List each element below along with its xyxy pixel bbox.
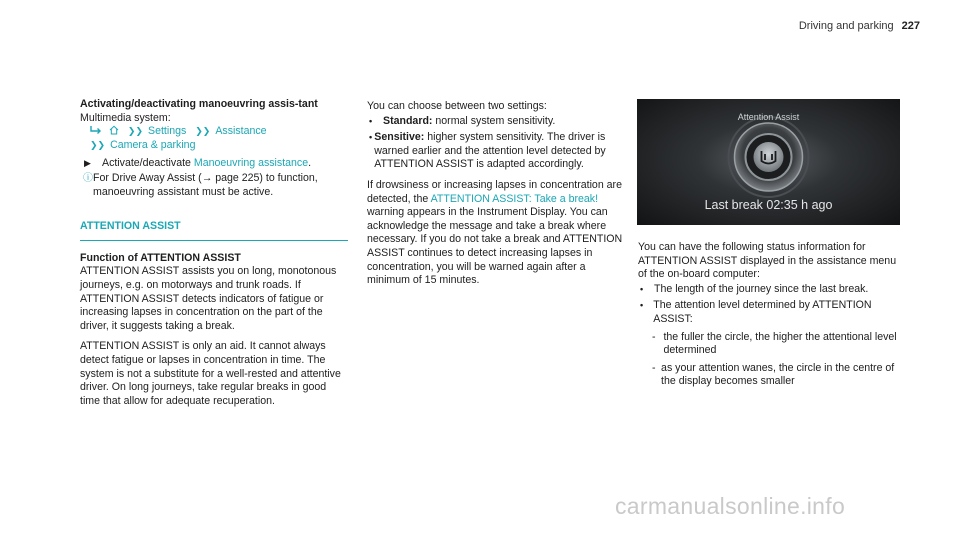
bullet-icon: • bbox=[369, 115, 373, 126]
action-arrow-icon: ▶ bbox=[84, 158, 91, 169]
page-header bbox=[799, 20, 920, 34]
bullet-icon: • bbox=[640, 300, 644, 311]
action-step bbox=[80, 157, 348, 171]
paragraph-2: ATTENTION ASSIST is only an aid. It cannot always detect fatigue or lapses in concentration in time. The system is not a substitute for a well-rested and attentive driver. On long journeys, take regular breaks in good time that allow for adequate recuperation. bbox=[80, 340, 341, 407]
list-item bbox=[652, 331, 900, 358]
list-item bbox=[652, 362, 900, 389]
bullet-text: normal system sensitivity. bbox=[432, 114, 556, 127]
section-title-attention-assist: ATTENTION ASSIST bbox=[80, 220, 348, 241]
attention-assist-display bbox=[637, 99, 900, 225]
dash-text: the fuller the circle, the higher the attentional level determined bbox=[663, 330, 897, 357]
take-a-break-link[interactable]: ATTENTION ASSIST: Take a break! bbox=[430, 192, 599, 205]
bullet-icon: • bbox=[640, 283, 644, 294]
header-section: Driving and parking bbox=[798, 20, 894, 32]
double-chevron-icon: ❯❯ bbox=[90, 139, 106, 150]
warning-paragraph bbox=[367, 179, 629, 288]
bullet-icon: • bbox=[369, 132, 373, 143]
paragraph-1: ATTENTION ASSIST assists you on long, monotonous journeys, e.g. on motorways and trunk roads. If ATTENTION ASSIST detects indicators of fatigue or increasing lapses in concentration on the part of the driver, it suggests taking a break. bbox=[80, 265, 337, 332]
manoeuvring-assistance-link[interactable]: Manoeuvring assistance bbox=[193, 157, 309, 170]
settings-intro: You can choose between two settings: bbox=[367, 100, 547, 112]
bullet-text: higher system sensitivity. The driver is warned earlier and the attention level detected by ATTENTION ASSIST is adapted accordingly. bbox=[374, 131, 606, 171]
double-chevron-icon: ❯❯ bbox=[195, 126, 211, 137]
action-text bbox=[102, 157, 311, 171]
dash-icon: - bbox=[652, 361, 656, 374]
menu-path-line-1 bbox=[80, 125, 348, 139]
note-text: For Drive Away Assist (→ page 225) to function, manoeuvring assistant must be active. bbox=[93, 171, 318, 198]
submenu-arrow-icon bbox=[90, 125, 102, 135]
dash-text: as your attention wanes, the circle in the centre of the display becomes smaller bbox=[661, 361, 895, 388]
double-chevron-icon: ❯❯ bbox=[127, 126, 143, 137]
bullet-text: The length of the journey since the last break. bbox=[654, 282, 869, 295]
sub-title-function: Function of ATTENTION ASSIST bbox=[80, 251, 241, 264]
menu-camera-parking[interactable]: Camera & parking bbox=[110, 138, 196, 151]
status-list bbox=[638, 283, 900, 327]
list-item bbox=[367, 115, 629, 129]
list-item bbox=[638, 299, 900, 326]
attention-level-details bbox=[652, 331, 900, 389]
warning-post: warning appears in the Instrument Display. You can acknowledge the message and take a break where necessary. If you do not take a break and ATTENTION ASSIST continues to detect increasing lapses in concentration, you will be warned again after a minimum of 15 minutes. bbox=[367, 206, 623, 287]
column-right bbox=[638, 241, 900, 393]
bullet-label: Standard: bbox=[383, 114, 433, 127]
list-item bbox=[367, 131, 629, 172]
info-icon: ⓘ bbox=[83, 172, 93, 184]
home-icon bbox=[109, 125, 119, 135]
menu-assistance[interactable]: Assistance bbox=[215, 125, 267, 138]
system-label: Multimedia system: bbox=[80, 111, 171, 124]
page-number: 227 bbox=[901, 20, 920, 32]
column-middle bbox=[367, 100, 629, 288]
action-post: . bbox=[308, 157, 312, 170]
warning-pre: If drowsiness or increasing lapses in concentration are detected, the bbox=[367, 178, 622, 205]
action-pre: Activate/deactivate bbox=[102, 157, 194, 170]
menu-settings[interactable]: Settings bbox=[148, 125, 187, 138]
screen-title: Attention Assist bbox=[737, 112, 800, 122]
column-left bbox=[80, 98, 348, 408]
list-item bbox=[638, 283, 900, 297]
bullet-label: Sensitive: bbox=[374, 131, 425, 144]
menu-path-line-2 bbox=[80, 139, 348, 153]
note bbox=[80, 172, 348, 199]
last-break-readout: Last break 02:35 h ago bbox=[704, 198, 833, 212]
dash-icon: - bbox=[652, 330, 656, 343]
bullet-text: The attention level determined by ATTENTION ASSIST: bbox=[653, 299, 872, 325]
status-intro: You can have the following status information for ATTENTION ASSIST displayed in the assistance menu of the on-board computer: bbox=[638, 241, 897, 281]
watermark: carmanualsonline.info bbox=[615, 493, 846, 519]
heading-manoeuvring: Activating/deactivating manoeuvring assis-tant bbox=[80, 98, 318, 110]
settings-list bbox=[367, 115, 629, 172]
